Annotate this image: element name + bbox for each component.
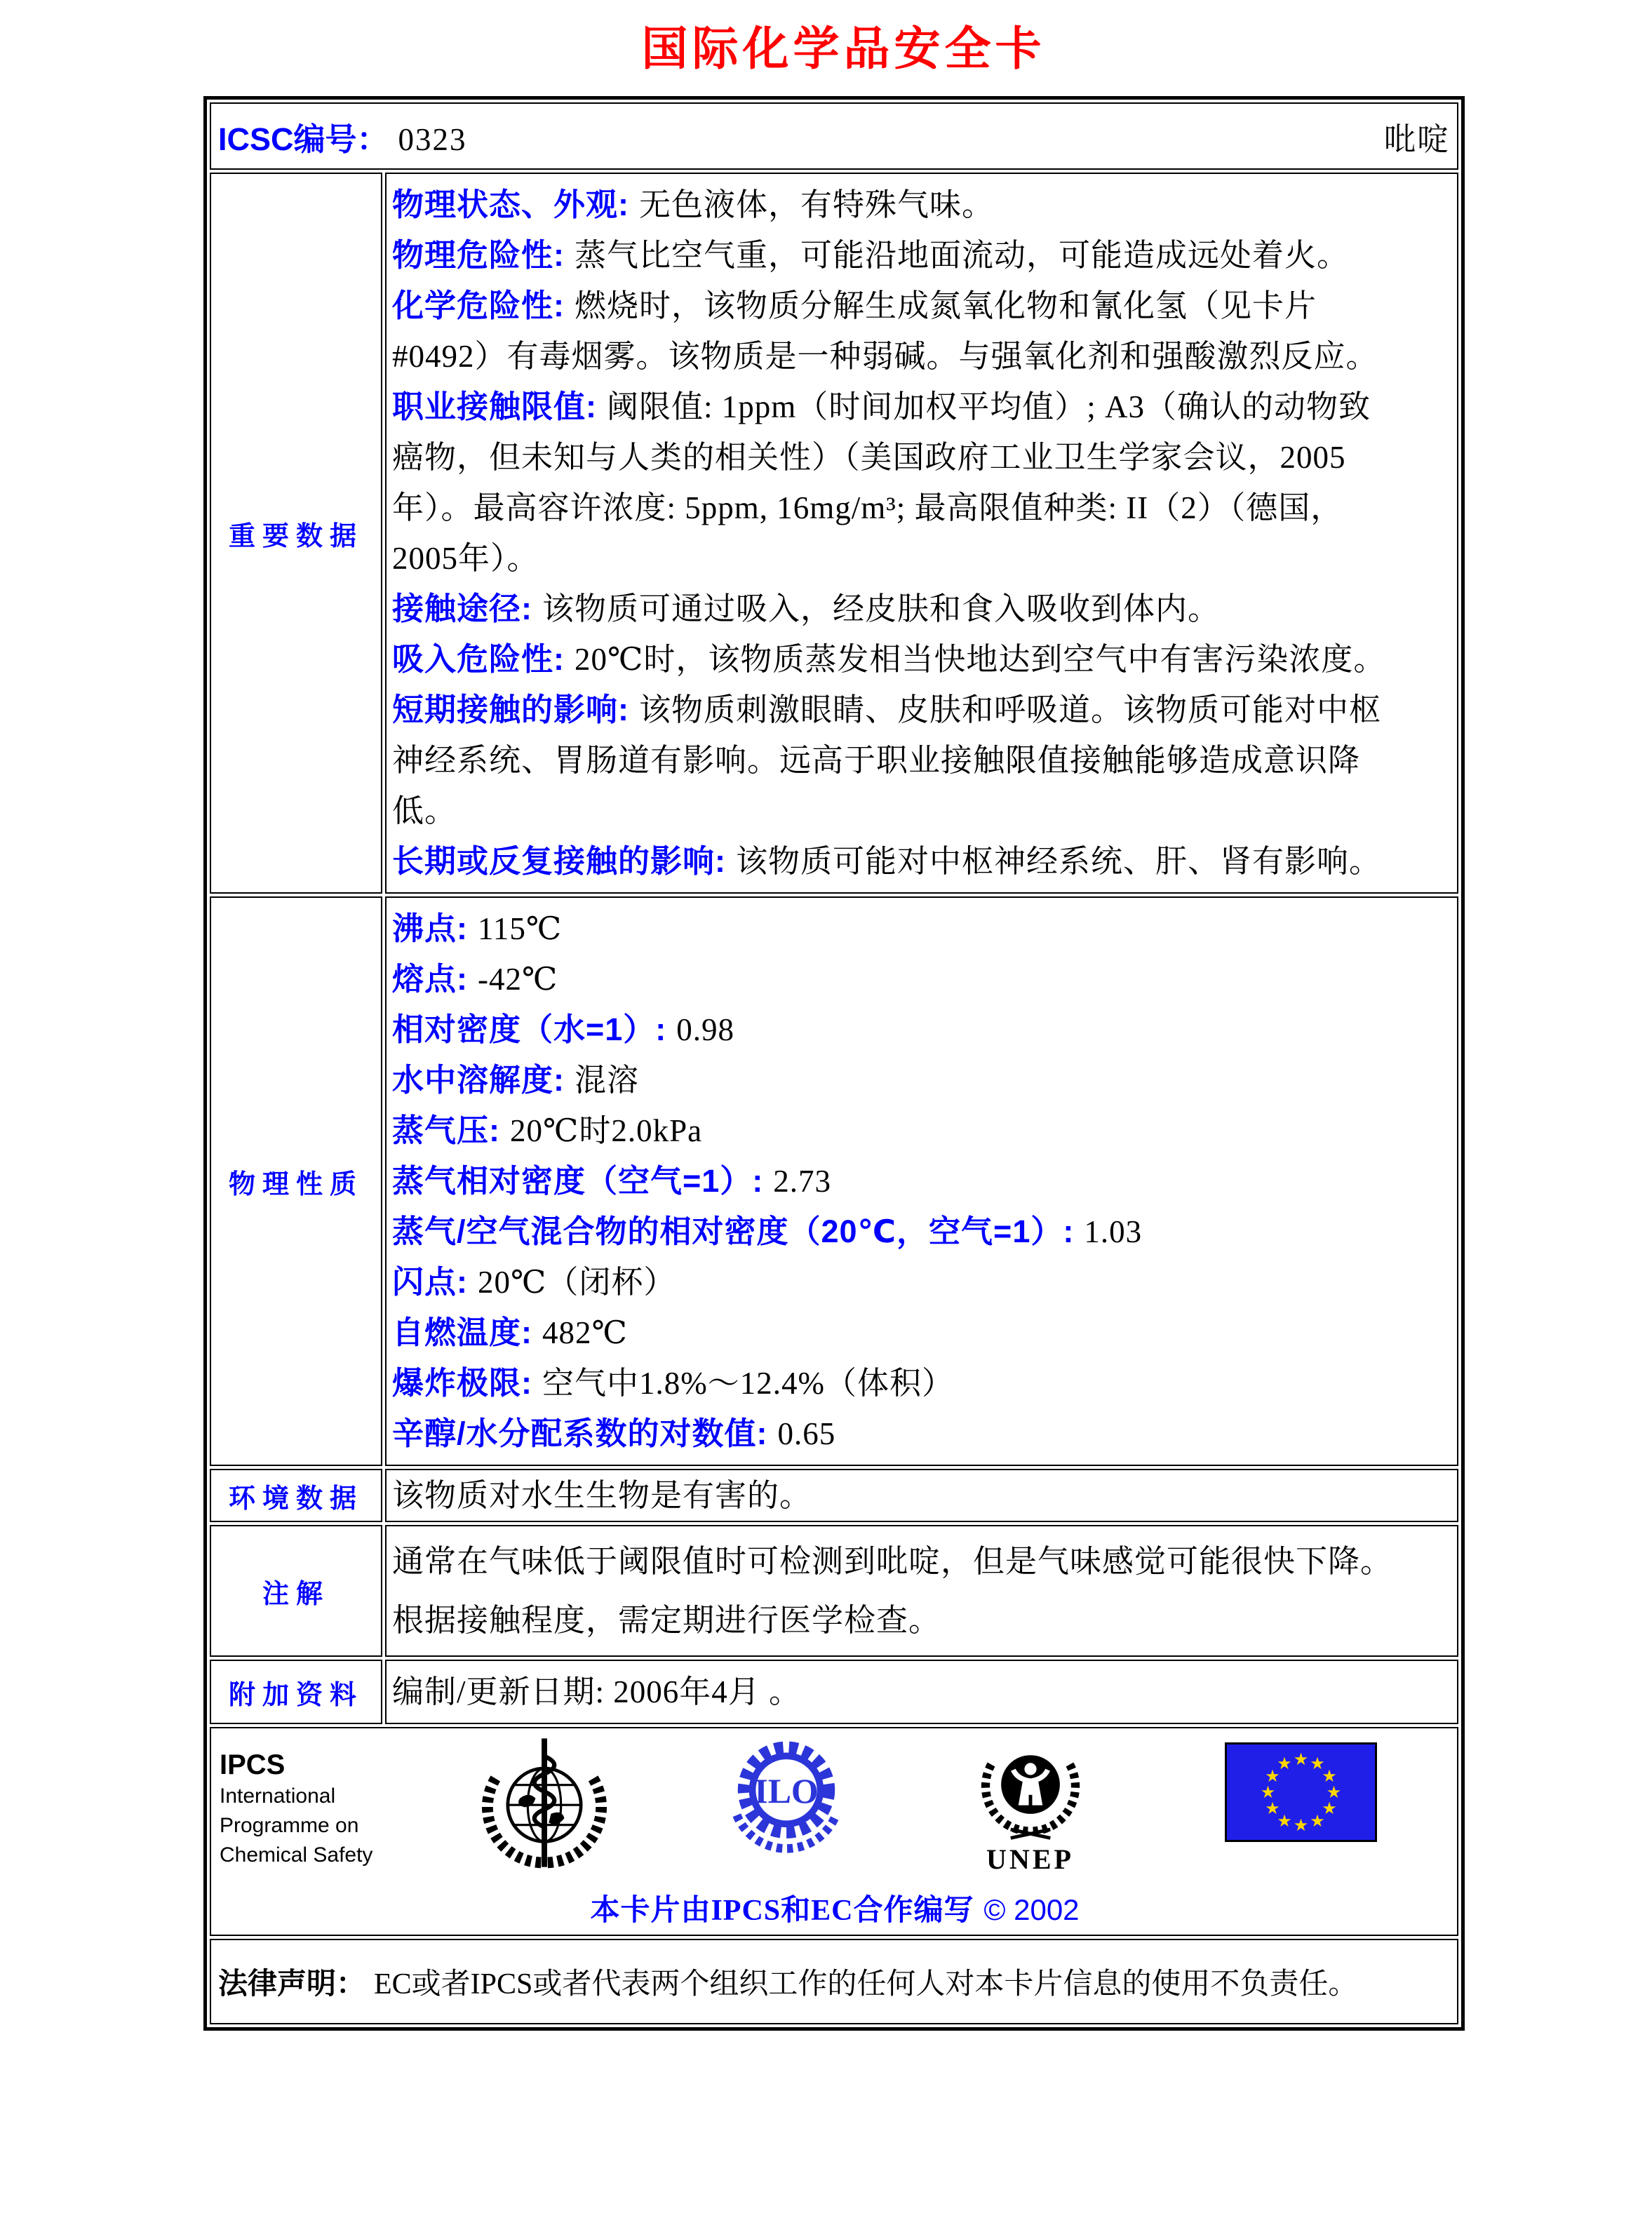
- entry-text: 燃烧时，该物质分解生成氮氧化物和氰化氢（见卡片#0492）有毒烟雾。该物质是一种弱碱。与强氧化剂和强酸激烈反应。: [392, 288, 1378, 374]
- data-entry: [392, 634, 1397, 685]
- entry-text: 115℃: [478, 911, 563, 946]
- caption-text: 本卡片由IPCS和EC合作编写: [590, 1895, 974, 1927]
- property-entry: [392, 903, 1397, 954]
- entry-text: -42℃: [478, 962, 558, 997]
- entry-label: 职业接触限值:: [392, 389, 597, 424]
- ipcs-title: IPCS: [220, 1749, 286, 1780]
- data-entry: [392, 836, 1397, 887]
- entry-label: 蒸气/空气混合物的相对密度（20℃，空气=1）:: [392, 1214, 1075, 1249]
- header-cell: [210, 102, 1458, 170]
- entry-label: 接触途径:: [392, 591, 532, 626]
- entry-label: 自燃温度:: [392, 1315, 532, 1350]
- row-label-important-data: 重要数据: [210, 173, 382, 894]
- legal-notice-cell: [210, 1939, 1458, 2024]
- unep-logo-label: UNEP: [986, 1843, 1074, 1875]
- property-entry: [392, 1257, 1397, 1307]
- entry-text: 该物质刺激眼睛、皮肤和呼吸道。该物质可能对中枢神经系统、胃肠道有影响。远高于职业接触限值接触能够造成意识降低。: [392, 692, 1382, 828]
- entry-text: 0.98: [676, 1012, 735, 1047]
- notes-content: [385, 1525, 1458, 1657]
- entry-text: 空气中1.8%～12.4%（体积）: [542, 1366, 954, 1401]
- ipcs-subtitle-line: International: [220, 1784, 336, 1808]
- legal-notice-row: [210, 1939, 1458, 2024]
- data-entry: [392, 685, 1397, 836]
- entry-label: 相对密度（水=1）:: [392, 1011, 667, 1047]
- entry-label: 蒸气压:: [392, 1112, 500, 1148]
- cooperation-caption: [220, 1887, 1450, 1929]
- property-entry: [392, 1206, 1397, 1257]
- entry-text: 阈限值: 1ppm（时间加权平均值）; A3（确认的动物致癌物，但未知与人类的相关性）（美国政府工业卫生学家会议，2005年）。最高容许浓度: 5ppm, 16mg/m³; 最高限值种类: II（2）（德国，2005年）。: [392, 389, 1371, 576]
- svg-text:★: ★: [1322, 1799, 1337, 1818]
- data-entry: [392, 281, 1397, 382]
- icsc-number-value: 0323: [398, 121, 467, 157]
- entry-label: 化学危险性:: [392, 288, 565, 323]
- data-entry: [392, 584, 1397, 634]
- entry-label: 辛醇/水分配系数的对数值:: [392, 1416, 768, 1451]
- svg-text:★: ★: [1277, 1811, 1292, 1831]
- property-entry: [392, 1055, 1397, 1105]
- page-title: 国际化学品安全卡: [641, 24, 1046, 75]
- entry-label: 吸入危险性:: [392, 641, 565, 677]
- important-data-content: [385, 173, 1458, 894]
- property-entry: [392, 1307, 1397, 1358]
- svg-text:★: ★: [1322, 1766, 1337, 1786]
- property-entry: [392, 1156, 1397, 1206]
- ipcs-subtitle-line: Programme on: [220, 1814, 359, 1837]
- svg-text:★: ★: [1326, 1782, 1342, 1802]
- environmental-data-content: 该物质对水生生物是有害的。: [385, 1469, 1458, 1522]
- entry-text: 蒸气比空气重，可能沿地面流动，可能造成远处着火。: [575, 238, 1350, 273]
- svg-text:★: ★: [1310, 1754, 1325, 1773]
- note-line: 根据接触程度，需定期进行医学检查。: [392, 1603, 941, 1638]
- svg-text:★: ★: [1265, 1799, 1280, 1818]
- legal-notice-label: 法律声明：: [218, 1967, 366, 2000]
- important-data-row: [210, 173, 1458, 894]
- row-label-physical-properties: 物理性质: [210, 896, 382, 1466]
- data-entry: [392, 230, 1397, 281]
- ipcs-wordmark: [220, 1748, 395, 1870]
- property-entry: [392, 1105, 1397, 1156]
- icsc-number-group: [218, 114, 467, 159]
- svg-text:★: ★: [1260, 1782, 1276, 1802]
- entry-text: 2.73: [773, 1164, 832, 1199]
- entry-label: 闪点:: [392, 1264, 468, 1300]
- data-entry: [392, 382, 1397, 584]
- physical-properties-content: [385, 896, 1458, 1466]
- entry-text: 0.65: [777, 1416, 836, 1451]
- entry-text: 混溶: [575, 1063, 640, 1098]
- additional-info-row: [210, 1660, 1458, 1724]
- svg-text:★: ★: [1293, 1815, 1309, 1835]
- row-label-environmental-data: 环境数据: [210, 1469, 382, 1522]
- entry-text: 该物质可通过吸入，经皮肤和食入吸收到体内。: [542, 591, 1221, 626]
- property-entry: [392, 1358, 1397, 1409]
- icsc-number-label: ICSC编号：: [218, 121, 389, 157]
- entry-label: 长期或反复接触的影响:: [392, 843, 726, 879]
- entry-label: 沸点:: [392, 910, 468, 946]
- logos-cell: [210, 1727, 1458, 1936]
- physical-properties-row: [210, 896, 1458, 1466]
- icsc-card-table: [203, 96, 1465, 2031]
- svg-text:★: ★: [1265, 1766, 1280, 1786]
- unep-logo: [972, 1733, 1088, 1876]
- environmental-data-row: [210, 1469, 1458, 1522]
- legal-notice-text: EC或者IPCS或者代表两个组织工作的任何人对本卡片信息的使用不负责任。: [374, 1968, 1358, 2001]
- entry-text: 20℃（闭杯）: [478, 1265, 676, 1300]
- property-entry: [392, 954, 1397, 1004]
- caption-copyright: © 2002: [983, 1893, 1080, 1926]
- svg-text:★: ★: [1293, 1749, 1309, 1769]
- entry-text: 20℃时2.0kPa: [510, 1113, 703, 1148]
- entry-label: 熔点:: [392, 961, 468, 997]
- entry-text: 该物质可能对中枢神经系统、肝、肾有影响。: [736, 844, 1382, 879]
- property-entry: [392, 1004, 1397, 1055]
- entry-text: 1.03: [1084, 1214, 1143, 1249]
- header-row: [210, 102, 1458, 170]
- unep-logo-icon: [974, 1733, 1087, 1843]
- entry-label: 蒸气相对密度（空气=1）:: [392, 1163, 764, 1199]
- ilo-logo-icon: [723, 1735, 849, 1866]
- entry-label: 物理危险性:: [392, 237, 565, 273]
- svg-text:★: ★: [1310, 1811, 1325, 1831]
- svg-text:★: ★: [1277, 1754, 1292, 1773]
- logos-row: [210, 1727, 1458, 1936]
- property-entry: [392, 1409, 1397, 1459]
- row-label-notes: 注解: [210, 1525, 382, 1657]
- eu-flag-icon: [1225, 1742, 1377, 1842]
- entry-text: 无色液体，有特殊气味。: [639, 187, 995, 222]
- entry-text: 482℃: [542, 1315, 628, 1350]
- entry-label: 短期接触的影响:: [392, 692, 629, 727]
- entry-label: 水中溶解度:: [392, 1062, 565, 1098]
- who-logo-icon: [478, 1734, 611, 1871]
- note-line: 通常在气味低于阈限值时可检测到吡啶，但是气味感觉可能很快下降。: [392, 1544, 1393, 1579]
- row-label-additional-info: 附加资料: [210, 1660, 382, 1724]
- ipcs-subtitle-line: Chemical Safety: [220, 1843, 373, 1867]
- entry-label: 爆炸极限:: [392, 1365, 532, 1401]
- additional-info-content: 编制/更新日期: 2006年4月 。: [385, 1660, 1458, 1724]
- entry-label: 物理状态、外观:: [392, 187, 629, 222]
- chemical-name: 吡啶: [1383, 121, 1450, 157]
- entry-text: 20℃时，该物质蒸发相当快地达到空气中有害污染浓度。: [575, 642, 1386, 677]
- data-entry: [392, 180, 1397, 230]
- notes-row: [210, 1525, 1458, 1657]
- ilo-logo-label: ILO: [754, 1771, 819, 1810]
